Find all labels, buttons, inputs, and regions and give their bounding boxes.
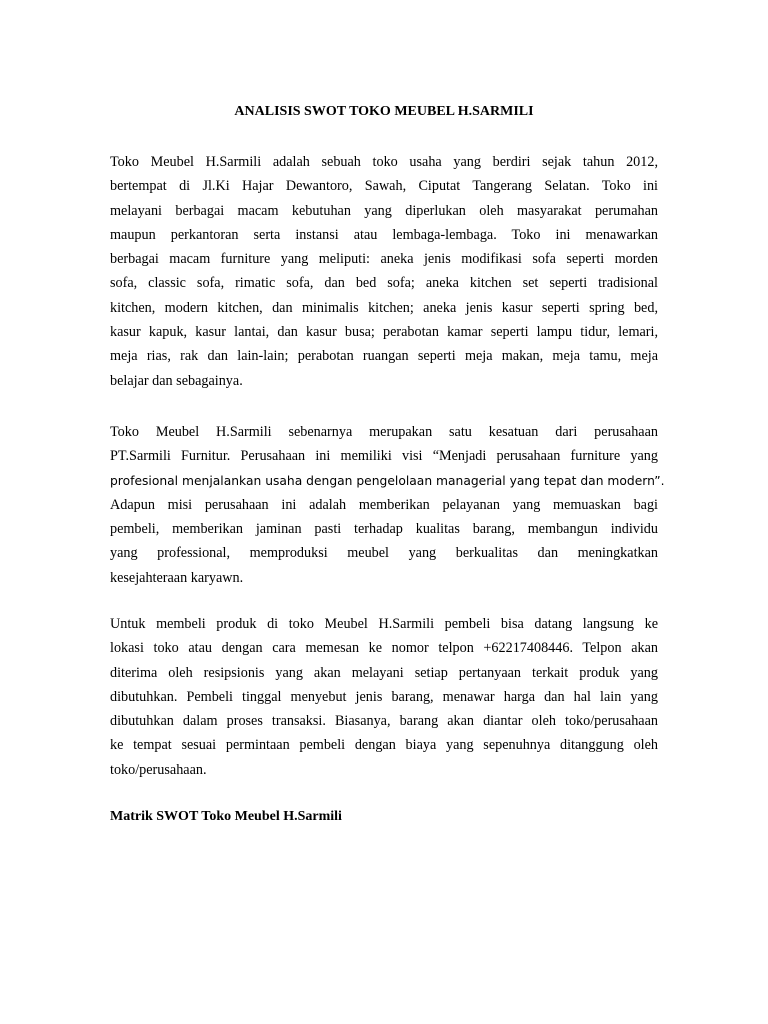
- paragraph-line: ke tempat sesuai permintaan pembeli dengan biaya yang sepenuhnya ditanggung oleh: [110, 737, 658, 754]
- paragraph-line: PT.Sarmili Furnitur. Perusahaan ini memiliki visi “Menjadi perusahaan furniture yang: [110, 448, 658, 465]
- paragraph-line: profesional menjalankan usaha dengan pengelolaan managerial yang tepat dan modern”.: [110, 473, 665, 488]
- paragraph-line: meja rias, rak dan lain-lain; perabotan ruangan seperti meja makan, meja tamu, meja: [110, 348, 658, 365]
- paragraph-line: lokasi toko atau dengan cara memesan ke nomor telpon +62217408446. Telpon akan: [110, 640, 658, 657]
- paragraph-vision-mission: [110, 424, 665, 594]
- paragraph-line: belajar dan sebagainya.: [110, 372, 243, 389]
- paragraph-line: melayani berbagai macam kebutuhan yang diperlukan oleh masyarakat perumahan: [110, 202, 658, 219]
- paragraph-line: dibutuhkan. Pembeli tinggal menyebut jenis barang, menawar harga dan hal lain yang: [110, 688, 658, 705]
- paragraph-line: dibutuhkan dalam proses transaksi. Biasanya, barang akan diantar oleh toko/perusahaan: [110, 713, 658, 730]
- section-heading: Matrik SWOT Toko Meubel H.Sarmili: [110, 809, 342, 824]
- paragraph-line: kesejahteraan karyawn.: [110, 569, 244, 586]
- document-title: ANALISIS SWOT TOKO MEUBEL H.SARMILI: [234, 104, 534, 119]
- paragraph-line: Toko Meubel H.Sarmili adalah sebuah toko usaha yang berdiri sejak tahun 2012,: [110, 154, 658, 170]
- paragraph-line: toko/perusahaan.: [110, 761, 207, 778]
- paragraph-line: Untuk membeli produk di toko Meubel H.Sarmili pembeli bisa datang langsung ke: [110, 616, 658, 632]
- paragraph-store-description: [110, 154, 658, 397]
- paragraph-ordering-process: [110, 616, 658, 786]
- paragraph-line: diterima oleh resipsionis yang akan melayani setiap pertanyaan terkait produk yang: [110, 664, 658, 681]
- paragraph-line: kitchen, modern kitchen, dan minimalis kitchen; aneka jenis kasur seperti spring bed,: [110, 299, 658, 316]
- paragraph-line: Toko Meubel H.Sarmili sebenarnya merupakan satu kesatuan dari perusahaan: [110, 424, 658, 440]
- paragraph-line: bertempat di Jl.Ki Hajar Dewantoro, Sawah, Ciputat Tangerang Selatan. Toko ini: [110, 178, 658, 195]
- paragraph-line: berbagai macam furniture yang meliputi: aneka jenis modifikasi sofa seperti morden: [110, 251, 658, 268]
- paragraph-line: yang professional, memproduksi meubel yang berkualitas dan meningkatkan: [110, 545, 658, 562]
- paragraph-line: Adapun misi perusahaan ini adalah memberikan pelayanan yang memuaskan bagi: [110, 496, 658, 513]
- paragraph-line: pembeli, memberikan jaminan pasti terhadap kualitas barang, membangun individu: [110, 521, 658, 538]
- paragraph-line: sofa, classic sofa, rimatic sofa, dan bed sofa; aneka kitchen set seperti tradisional: [110, 275, 658, 292]
- paragraph-line: maupun perkantoran serta instansi atau lembaga-lembaga. Toko ini menawarkan: [110, 226, 658, 243]
- paragraph-line: kasur kapuk, kasur lantai, dan kasur busa; perabotan kamar seperti lampu tidur, lemari,: [110, 324, 658, 341]
